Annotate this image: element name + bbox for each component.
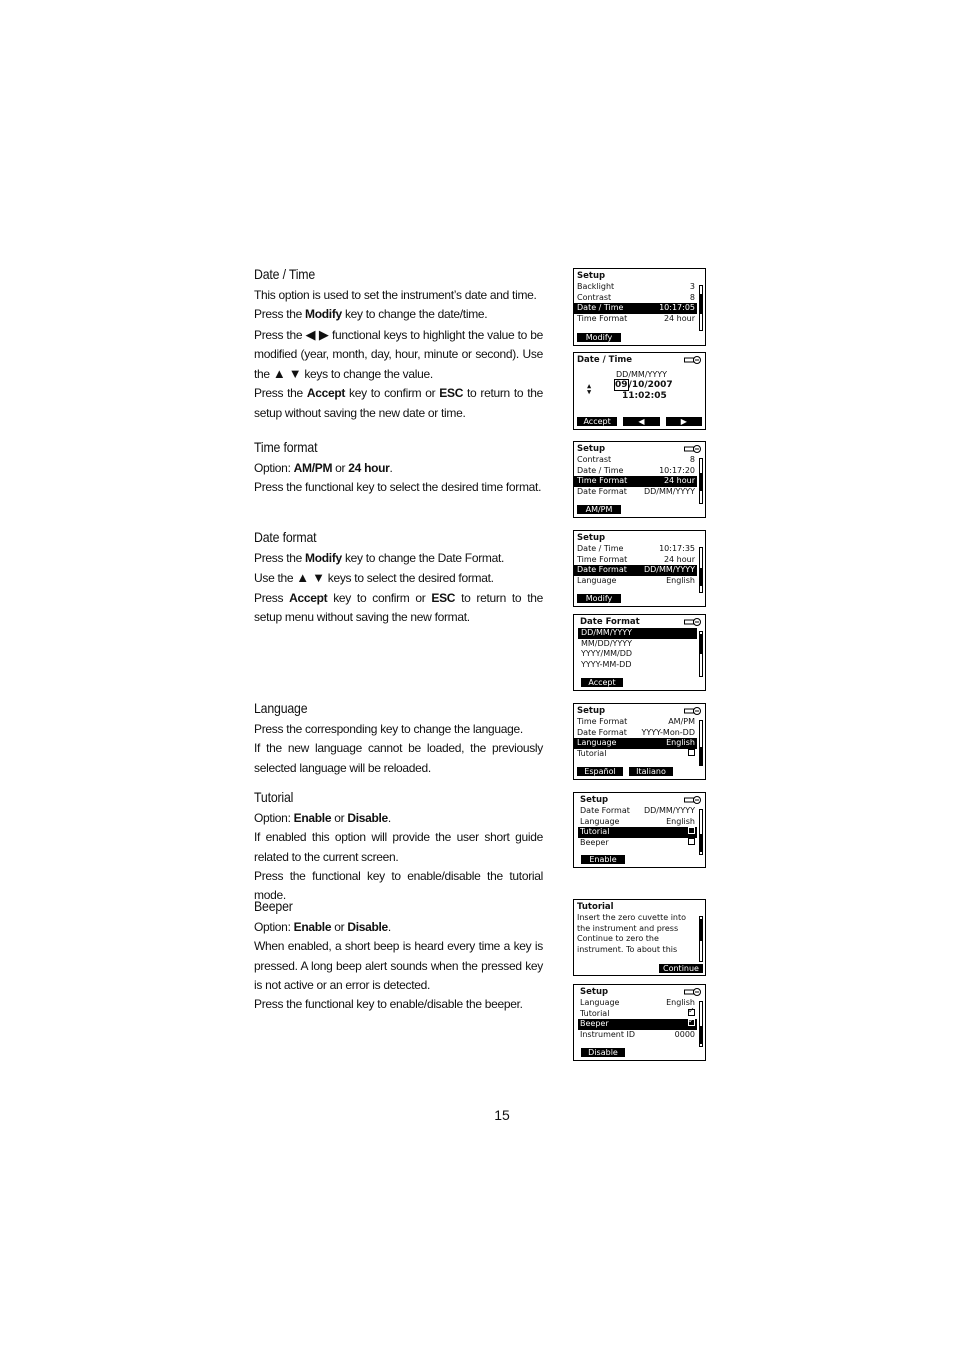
screen-title: Date Format (580, 617, 640, 627)
section-tutorial (254, 789, 543, 905)
paragraph: Use the ▲ ▼ keys to select the desired format. (254, 570, 494, 586)
menu-row-selected[interactable]: Tutorial (578, 827, 697, 838)
screen-title: Tutorial (577, 902, 614, 912)
section-heading: Time format (254, 439, 318, 455)
date-format-label: DD/MM/YYYY (616, 370, 668, 379)
checkbox-icon[interactable] (688, 749, 695, 756)
list-item[interactable]: YYYY/MM/DD (581, 649, 633, 659)
lcd-screen-tutorial-message (573, 899, 706, 976)
section-beeper (254, 898, 543, 1014)
paragraph: Press the Modify key to change the date/time. (254, 307, 488, 322)
menu-row[interactable]: Time Format 24 hour (577, 554, 695, 564)
scrollbar[interactable] (699, 1001, 703, 1047)
menu-row[interactable]: Backlight 3 (577, 282, 695, 291)
softkey-am-pm[interactable]: AM/PM (577, 505, 621, 514)
battery-icon (684, 618, 702, 626)
menu-row-selected[interactable]: Date Format DD/MM/YYYY (574, 565, 697, 576)
lcd-screen-setup-date-format (573, 530, 706, 607)
scrollbar[interactable] (699, 631, 703, 677)
lcd-screen-setup-tutorial (573, 792, 706, 868)
battery-icon (684, 707, 702, 715)
battery-icon (684, 356, 702, 364)
menu-row-selected[interactable]: Date / Time 10:17:05 (574, 303, 697, 314)
menu-row[interactable]: Time Format AM/PM (577, 717, 695, 726)
option-line: Option: Enable or Disable. (254, 920, 391, 934)
softkey-espanol[interactable]: Español (577, 767, 623, 776)
paragraph: Press the Modify key to change the Date Format. (254, 551, 505, 565)
menu-row[interactable]: Date Format DD/MM/YYYY (577, 486, 695, 496)
paragraph: If the new language cannot be loaded, the previously selected language will be reloaded. (254, 741, 543, 775)
lcd-screen-date-format-list (573, 614, 706, 691)
paragraph: Press the ◀ ▶ functional keys to highlight the value to be modified (year, month, day, hour, minute or second). Use the ▲ ▼ keys to change the value. (254, 326, 543, 382)
option-line: Option: Enable or Disable. (254, 811, 391, 825)
lcd-screen-setup-beeper (573, 984, 706, 1061)
paragraph: Press the corresponding key to change the language. (254, 722, 523, 736)
left-right-arrow-icons: ◀ ▶ (305, 326, 329, 342)
page-number: 15 (494, 1107, 510, 1123)
paragraph: Press the functional key to enable/disable the tutorial mode. (254, 868, 543, 903)
section-date-format (254, 529, 543, 627)
screen-title: Setup (580, 795, 609, 805)
section-heading: Language (254, 700, 308, 716)
battery-icon (684, 796, 702, 804)
softkey-accept[interactable]: Accept (581, 678, 623, 687)
softkey-italiano[interactable]: Italiano (629, 767, 673, 776)
scrollbar[interactable] (699, 458, 703, 504)
paragraph: When enabled, a short beep is heard every time a key is pressed. A long beep alert sounds when the pressed key is not active or an error is detected. (254, 939, 543, 992)
checkbox-checked-icon[interactable] (688, 1009, 695, 1016)
menu-row-selected[interactable]: Language English (574, 738, 697, 749)
battery-icon (684, 445, 702, 453)
option-line: Option: AM/PM or 24 hour. (254, 461, 393, 475)
screen-title: Setup (577, 706, 606, 716)
menu-row[interactable]: Beeper (574, 838, 705, 849)
paragraph: Press the functional key to select the desired time format. (254, 480, 542, 495)
list-item[interactable]: MM/DD/YYYY (581, 638, 633, 648)
menu-row[interactable]: Time Format 24 hour (577, 313, 695, 323)
checkbox-icon[interactable] (688, 838, 695, 845)
menu-row[interactable]: Date / Time 10:17:35 (577, 544, 695, 553)
softkey-left[interactable]: ◀ (623, 417, 659, 426)
paragraph: Press the functional key to enable/disable the beeper. (254, 997, 523, 1012)
screen-title: Setup (577, 533, 606, 543)
menu-row-selected[interactable]: Beeper ✓ (578, 1019, 697, 1030)
section-time-format (254, 439, 543, 498)
screen-title: Setup (577, 271, 606, 281)
softkey-right[interactable]: ▶ (666, 417, 702, 426)
date-value[interactable]: 09/10/2007 (615, 380, 673, 390)
screen-title: Setup (580, 987, 609, 997)
menu-row[interactable]: Language English (580, 816, 695, 826)
softkey-modify[interactable]: Modify (577, 594, 621, 603)
softkey-disable[interactable]: Disable (581, 1048, 625, 1057)
scrollbar[interactable] (699, 809, 703, 855)
scrollbar[interactable] (699, 720, 703, 766)
menu-row[interactable]: Tutorial ✓ (574, 1009, 705, 1020)
lcd-screen-setup-language (573, 703, 706, 780)
checkbox-checked-icon[interactable] (688, 1019, 695, 1026)
checkbox-icon[interactable] (688, 827, 695, 834)
menu-row[interactable]: Date / Time 10:17:20 (577, 465, 695, 475)
section-heading: Date format (254, 529, 317, 545)
section-language (254, 700, 543, 778)
lcd-screen-setup-time-format (573, 441, 706, 518)
scrollbar[interactable] (699, 285, 703, 331)
softkey-continue[interactable]: Continue (659, 964, 703, 973)
softkey-modify[interactable]: Modify (577, 333, 621, 342)
menu-row[interactable]: Date Format YYYY-Mon-DD (577, 727, 695, 737)
paragraph: If enabled this option will provide the user short guide related to the current screen. (254, 830, 543, 864)
section-date-time (254, 266, 543, 423)
lcd-screen-date-time-edit (573, 352, 706, 430)
screen-title: Date / Time (577, 355, 632, 365)
paragraph: Press the Accept key to confirm or ESC to return to the setup without saving the new date or time. (254, 386, 544, 420)
section-heading: Beeper (254, 898, 293, 914)
menu-row[interactable]: Contrast 8 (577, 292, 695, 302)
menu-row[interactable]: Date Format DD/MM/YYYY (580, 806, 695, 815)
scrollbar[interactable] (699, 547, 703, 593)
menu-row[interactable]: Language English (580, 998, 695, 1007)
screen-title: Setup (577, 444, 606, 454)
list-item-selected[interactable]: DD/MM/YYYY (578, 628, 697, 639)
up-down-arrow-icons: ▲ ▼ (272, 366, 302, 382)
menu-row[interactable]: Language English (577, 575, 695, 585)
list-item[interactable]: YYYY-MM-DD (581, 659, 632, 669)
up-down-icon: ▲ ▼ (587, 382, 592, 396)
section-heading: Date / Time (254, 266, 316, 282)
battery-icon (684, 988, 702, 996)
lcd-screen-setup-date-time (573, 268, 706, 346)
paragraph: This option is used to set the instrument’s date and time. (254, 288, 537, 302)
up-down-arrow-icons: ▲ ▼ (296, 570, 325, 586)
scrollbar[interactable] (699, 916, 703, 962)
menu-row[interactable]: Tutorial (574, 749, 705, 760)
softkey-accept[interactable]: Accept (577, 417, 617, 426)
section-heading: Tutorial (254, 789, 294, 805)
menu-row[interactable]: Instrument ID 0000 (580, 1029, 695, 1039)
paragraph: Press Accept key to confirm or ESC to return to the setup menu without saving the new format. (254, 590, 543, 624)
softkey-enable[interactable]: Enable (581, 855, 625, 864)
tutorial-text: Insert the zero cuvette into the instrument and press Continue to zero the instrument. To about this (577, 913, 687, 954)
time-value[interactable]: 11:02:05 (622, 391, 667, 401)
menu-row[interactable]: Contrast 8 (577, 455, 695, 464)
menu-row-selected[interactable]: Time Format 24 hour (574, 476, 697, 487)
